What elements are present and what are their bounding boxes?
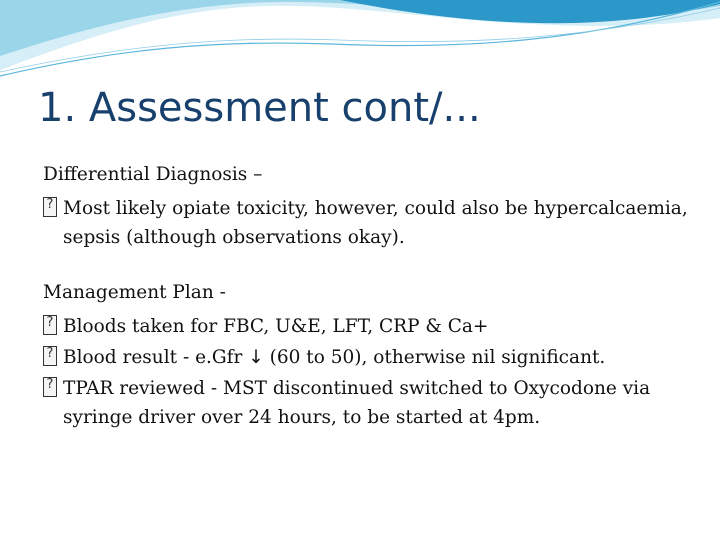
missing-glyph-box-icon bbox=[43, 197, 57, 217]
slide-body bbox=[43, 158, 703, 432]
arrow-down-icon: ↓ bbox=[248, 347, 264, 368]
diagnosis-bullet-text: Most likely opiate toxicity, however, could also be hypercalcaemia, sepsis (although observations okay). bbox=[63, 198, 688, 248]
management-bullet-bloods-text: Bloods taken for FBC, U&E, LFT, CRP & Ca+ bbox=[63, 316, 489, 337]
missing-glyph-box-icon bbox=[43, 315, 57, 335]
management-bullet-result-text bbox=[63, 341, 605, 372]
spacer bbox=[43, 252, 703, 276]
header-wave-decoration bbox=[0, 0, 720, 80]
diagnosis-bullet bbox=[43, 192, 703, 252]
missing-glyph-box-icon bbox=[43, 377, 57, 397]
slide-title: 1. Assessment cont/... bbox=[38, 85, 481, 131]
management-bullet-bloods bbox=[43, 310, 703, 341]
diagnosis-heading: Differential Diagnosis – bbox=[43, 164, 263, 185]
result-text-end: (60 to 50), otherwise nil significant. bbox=[263, 347, 606, 368]
management-bullet-tpar bbox=[43, 372, 703, 432]
missing-glyph-box-icon bbox=[43, 346, 57, 366]
management-heading: Management Plan - bbox=[43, 282, 226, 303]
result-text-start: Blood result - e.Gfr bbox=[63, 347, 249, 368]
management-bullet-tpar-text: TPAR reviewed - MST discontinued switched to Oxycodone via syringe driver over 24 hours, to be started at 4pm. bbox=[63, 378, 651, 428]
management-bullet-result bbox=[43, 341, 703, 372]
